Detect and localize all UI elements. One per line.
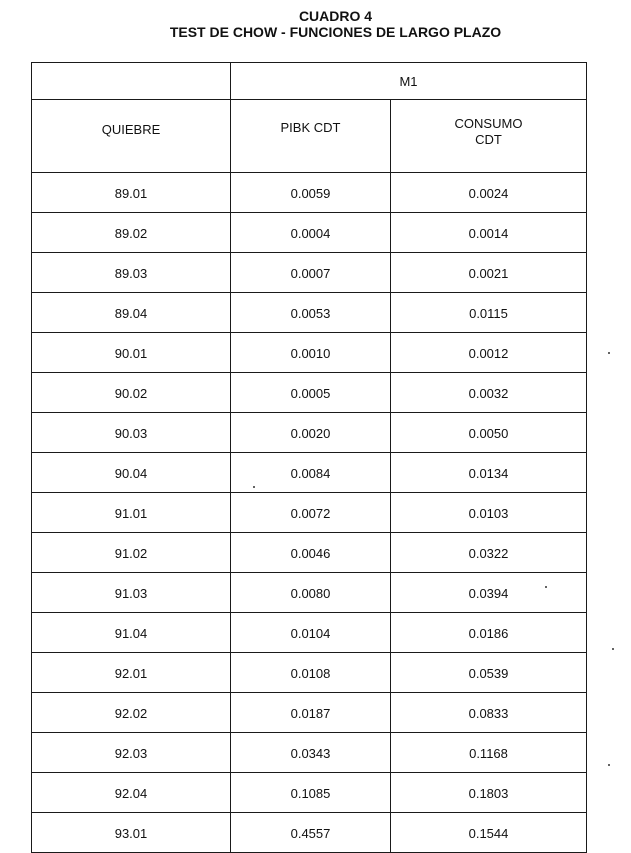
cell-pibk-cdt: 0.0187 xyxy=(231,693,391,733)
header-quiebre: QUIEBRE xyxy=(32,100,231,173)
cell-pibk-cdt: 0.0343 xyxy=(231,733,391,773)
cell-consumo-cdt: 0.0115 xyxy=(391,293,587,333)
cell-quiebre: 89.04 xyxy=(32,293,231,333)
header-pibk-cdt: PIBK CDT xyxy=(231,100,391,173)
cell-quiebre: 90.03 xyxy=(32,413,231,453)
cell-pibk-cdt: 0.0004 xyxy=(231,213,391,253)
cell-quiebre: 92.01 xyxy=(32,653,231,693)
cell-consumo-cdt: 0.1803 xyxy=(391,773,587,813)
cell-quiebre: 91.02 xyxy=(32,533,231,573)
cell-consumo-cdt: 0.0012 xyxy=(391,333,587,373)
table-row xyxy=(32,653,587,693)
group-header-row xyxy=(32,63,587,100)
chow-test-table xyxy=(31,62,587,853)
table-row xyxy=(32,613,587,653)
table-row xyxy=(32,293,587,333)
empty-corner-cell xyxy=(32,63,231,100)
table-row xyxy=(32,173,587,213)
table-row xyxy=(32,333,587,373)
cell-consumo-cdt: 0.0032 xyxy=(391,373,587,413)
cell-pibk-cdt: 0.0072 xyxy=(231,493,391,533)
cell-pibk-cdt: 0.0104 xyxy=(231,613,391,653)
cell-pibk-cdt: 0.0007 xyxy=(231,253,391,293)
table-row xyxy=(32,493,587,533)
cell-quiebre: 89.02 xyxy=(32,213,231,253)
cell-quiebre: 90.02 xyxy=(32,373,231,413)
table-row xyxy=(32,813,587,853)
table-row xyxy=(32,773,587,813)
cell-consumo-cdt: 0.0103 xyxy=(391,493,587,533)
cell-quiebre: 90.01 xyxy=(32,333,231,373)
header-consumo-line1: CONSUMO xyxy=(454,116,523,131)
table-row xyxy=(32,373,587,413)
scan-speck xyxy=(545,586,547,588)
table-row xyxy=(32,733,587,773)
cell-consumo-cdt: 0.0024 xyxy=(391,173,587,213)
cell-consumo-cdt: 0.1168 xyxy=(391,733,587,773)
cell-consumo-cdt: 0.0021 xyxy=(391,253,587,293)
cell-pibk-cdt: 0.0059 xyxy=(231,173,391,213)
cell-quiebre: 89.01 xyxy=(32,173,231,213)
cell-quiebre: 92.02 xyxy=(32,693,231,733)
cell-quiebre: 92.03 xyxy=(32,733,231,773)
cell-pibk-cdt: 0.0010 xyxy=(231,333,391,373)
table-row xyxy=(32,253,587,293)
cell-quiebre: 91.04 xyxy=(32,613,231,653)
header-consumo-cdt xyxy=(391,100,587,173)
cell-pibk-cdt: 0.4557 xyxy=(231,813,391,853)
cell-consumo-cdt: 0.0050 xyxy=(391,413,587,453)
cell-consumo-cdt: 0.0014 xyxy=(391,213,587,253)
cell-pibk-cdt: 0.0053 xyxy=(231,293,391,333)
cell-consumo-cdt: 0.0539 xyxy=(391,653,587,693)
cell-pibk-cdt: 0.0046 xyxy=(231,533,391,573)
scan-speck xyxy=(612,648,614,650)
cell-consumo-cdt: 0.0134 xyxy=(391,453,587,493)
table-row xyxy=(32,453,587,493)
cell-pibk-cdt: 0.0080 xyxy=(231,573,391,613)
table-row xyxy=(32,693,587,733)
cell-quiebre: 91.03 xyxy=(32,573,231,613)
table-body xyxy=(32,63,587,853)
scan-speck xyxy=(608,352,610,354)
group-label-m1: M1 xyxy=(231,63,587,100)
document-title xyxy=(0,8,631,40)
table-row xyxy=(32,413,587,453)
table-row xyxy=(32,533,587,573)
cell-consumo-cdt: 0.1544 xyxy=(391,813,587,853)
scan-speck xyxy=(608,764,610,766)
cell-consumo-cdt: 0.0186 xyxy=(391,613,587,653)
title-line-1: CUADRO 4 xyxy=(298,8,373,24)
cell-consumo-cdt: 0.0322 xyxy=(391,533,587,573)
cell-pibk-cdt: 0.0084 xyxy=(231,453,391,493)
cell-pibk-cdt: 0.0005 xyxy=(231,373,391,413)
cell-pibk-cdt: 0.1085 xyxy=(231,773,391,813)
cell-quiebre: 89.03 xyxy=(32,253,231,293)
cell-quiebre: 90.04 xyxy=(32,453,231,493)
column-header-row xyxy=(32,100,587,173)
cell-quiebre: 92.04 xyxy=(32,773,231,813)
cell-pibk-cdt: 0.0108 xyxy=(231,653,391,693)
title-line-2: TEST DE CHOW - FUNCIONES DE LARGO PLAZO xyxy=(169,24,502,40)
cell-quiebre: 91.01 xyxy=(32,493,231,533)
cell-consumo-cdt: 0.0394 xyxy=(391,573,587,613)
cell-consumo-cdt: 0.0833 xyxy=(391,693,587,733)
cell-quiebre: 93.01 xyxy=(32,813,231,853)
table-row xyxy=(32,213,587,253)
scan-speck xyxy=(253,486,255,488)
table-row xyxy=(32,573,587,613)
cell-pibk-cdt: 0.0020 xyxy=(231,413,391,453)
header-consumo-line2: CDT xyxy=(475,132,502,147)
